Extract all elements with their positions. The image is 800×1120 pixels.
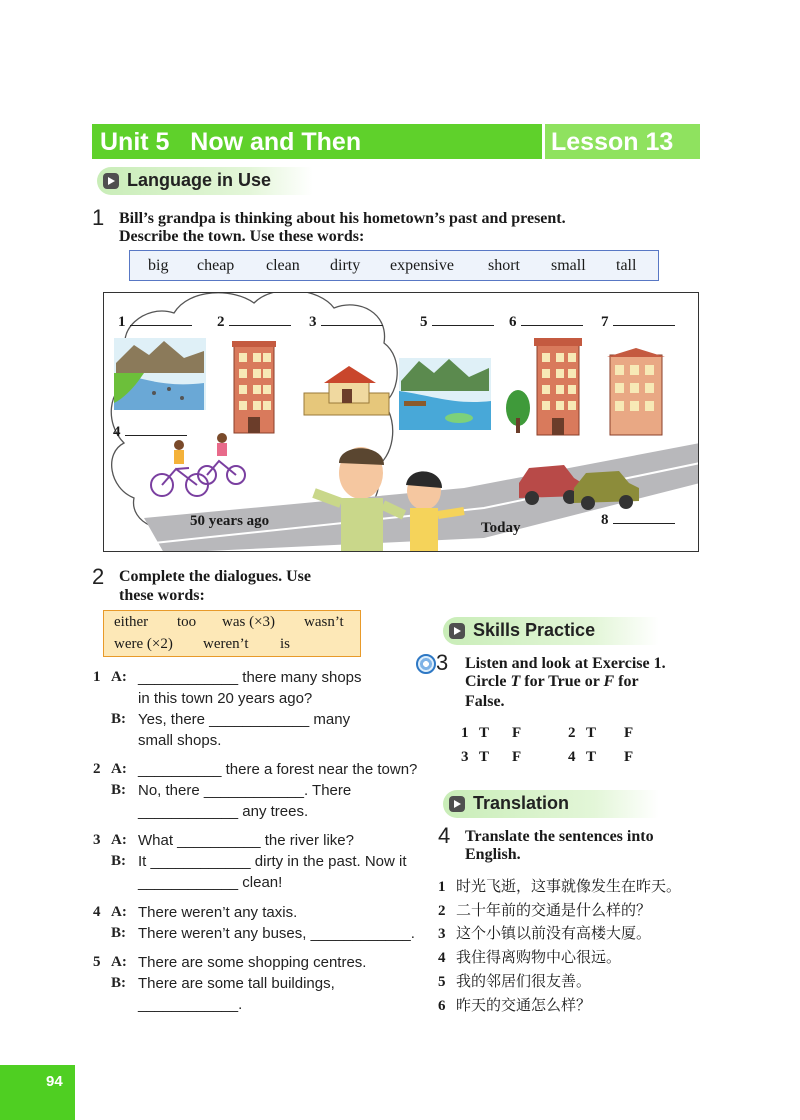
false-option[interactable]: F — [512, 749, 522, 765]
word-chip: was (×3) — [222, 614, 276, 630]
word-box — [129, 250, 659, 281]
chinese-sentence: 3 这个小镇以前没有高楼大厦。 — [438, 926, 652, 942]
false-option[interactable]: F — [624, 725, 634, 741]
true-option[interactable]: T — [586, 749, 597, 765]
river-scene-past — [114, 338, 206, 410]
section-tab-language-in-use — [97, 167, 313, 195]
section-label: Translation — [473, 793, 570, 813]
exercise-number: 2 — [92, 564, 105, 589]
page-number: 94 — [46, 1073, 63, 1090]
exercise-instruction: Listen and look at Exercise 1. — [465, 655, 666, 672]
word-chip: dirty — [330, 257, 361, 274]
exercise-number: 4 — [438, 823, 451, 848]
play-icon — [449, 623, 465, 639]
blank-6[interactable]: 6 — [509, 314, 583, 331]
tf-item-3: 3 T F — [461, 749, 522, 765]
building-today — [506, 338, 582, 435]
word-chip: tall — [616, 257, 637, 274]
exercise-number: 1 — [92, 205, 105, 230]
tf-item-1: 1 T F — [461, 725, 522, 741]
building-past — [232, 341, 276, 433]
page-number-tab — [0, 1065, 75, 1120]
cyclist — [174, 440, 184, 450]
word-chip: expensive — [390, 257, 454, 274]
chinese-sentence: 1 时光飞逝，这事就像发生在昨天。 — [438, 879, 682, 895]
word-chip: is — [280, 636, 291, 652]
true-option[interactable]: T — [586, 725, 597, 741]
building-today — [607, 348, 665, 435]
river-scene-today — [399, 358, 491, 430]
exercise-instruction: English. — [465, 846, 521, 863]
section-label: Language in Use — [127, 170, 272, 190]
word-chip: wasn’t — [304, 614, 344, 630]
exercise-number: 3 — [436, 650, 449, 675]
exercise-instruction: Bill’s grandpa is thinking about his hometown’s past and present. — [119, 210, 566, 227]
play-icon — [449, 796, 465, 812]
word-chip: small — [551, 257, 586, 274]
illustration-frame — [103, 292, 699, 552]
caption-today: Today — [481, 520, 521, 536]
audio-cd-icon[interactable] — [416, 654, 436, 674]
word-chip: clean — [266, 257, 300, 274]
word-chip: were (×2) — [114, 636, 173, 652]
word-box — [103, 610, 361, 657]
bill — [406, 471, 464, 552]
exercise-instruction: Complete the dialogues. Use — [119, 568, 311, 585]
exercise-instruction: these words: — [119, 587, 205, 604]
blank-7[interactable]: 7 — [601, 314, 675, 331]
tf-item-4: 4 T F — [568, 749, 634, 765]
blank-5[interactable]: 5 — [420, 314, 494, 331]
blank-2[interactable]: 2 — [217, 314, 291, 331]
word-chip: cheap — [197, 257, 235, 274]
chinese-sentence: 4 我住得离购物中心很远。 — [438, 950, 622, 966]
exercise-instruction: Circle T for True or F for — [465, 673, 639, 690]
true-option[interactable]: T — [479, 749, 490, 765]
word-chip: too — [177, 614, 197, 630]
word-chip: short — [488, 257, 520, 274]
false-option[interactable]: F — [624, 749, 634, 765]
chinese-sentence: 6 昨天的交通怎么样？ — [438, 998, 592, 1014]
blank-4[interactable]: 4 — [113, 424, 187, 441]
section-label: Skills Practice — [473, 620, 596, 640]
unit-title: Unit 5 Now and Then — [100, 128, 362, 156]
word-chip: weren’t — [203, 636, 249, 652]
chinese-sentence: 2 二十年前的交通是什么样的？ — [438, 903, 652, 919]
exercise-instruction: Describe the town. Use these words: — [119, 228, 365, 245]
true-option[interactable]: T — [479, 725, 490, 741]
section-tab-translation — [443, 790, 659, 818]
word-chip: big — [148, 257, 169, 274]
exercise-instruction: False. — [465, 693, 505, 710]
word-chip: either — [114, 614, 149, 630]
blank-3[interactable]: 3 — [309, 314, 383, 331]
section-tab-skills-practice — [443, 617, 659, 645]
false-option[interactable]: F — [512, 725, 522, 741]
caption-past: 50 years ago — [190, 513, 270, 529]
chinese-sentence: 5 我的邻居们很友善。 — [438, 974, 592, 990]
lesson-title: Lesson 13 — [551, 128, 674, 156]
exercise-instruction: Translate the sentences into — [465, 828, 654, 845]
play-icon — [103, 173, 119, 189]
tf-item-2: 2 T F — [568, 725, 634, 741]
blank-8[interactable]: 8 — [601, 512, 675, 529]
blank-1[interactable]: 1 — [118, 314, 192, 331]
